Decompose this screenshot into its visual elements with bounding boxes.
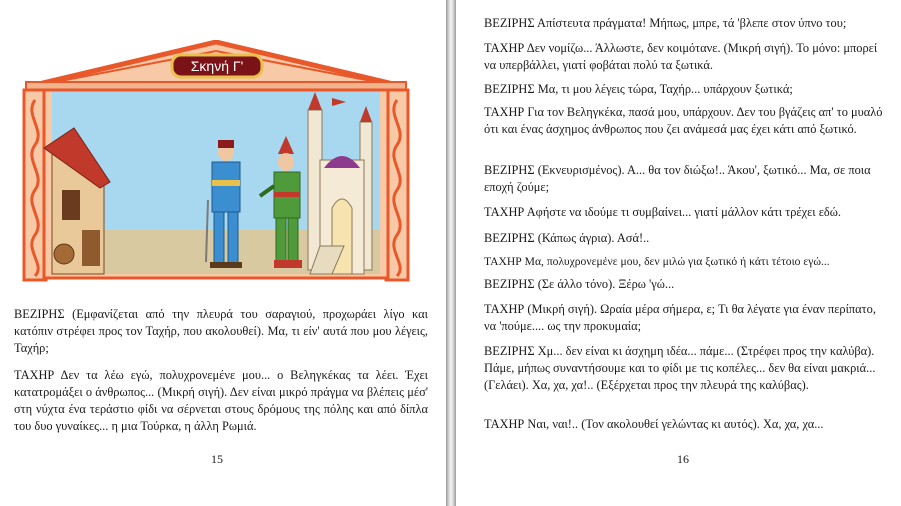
dialogue-paragraph (484, 81, 884, 98)
dialogue-text: (Μικρή σιγή). Ωραία μέρα σήμερα, ε; Τι θα λέγατε για έναν περίπατο, να 'πούμε.... ως την προκυμαία; (484, 302, 876, 333)
speaker-name: ΒΕΖΙΡΗΣ (484, 82, 535, 96)
dialogue-paragraph (484, 253, 884, 270)
dialogue-paragraph (484, 343, 884, 394)
right-page (456, 0, 901, 506)
dialogue-paragraph (484, 40, 884, 74)
dialogue-text: Αφήστε να ιδούμε τι συμβαίνει... γιατί μάλλον κάτι τρέχει εδώ. (524, 205, 842, 219)
speaker-name: ΤΑΧΗΡ (14, 368, 55, 382)
speaker-name: ΤΑΧΗΡ (484, 41, 525, 55)
speaker-name: ΒΕΖΙΡΗΣ (484, 344, 535, 358)
dialogue-text: Για τον Βεληγκέκα, πασά μου, υπάρχουν. Δεν του βγάζεις απ' το μυαλό ότι και ένας άσχημος άνθρωπος που ζει ανάμεσά μας έχει κάτι από ξωτικό. (484, 105, 883, 136)
speaker-name: ΒΕΖΙΡΗΣ (484, 277, 535, 291)
speaker-name: ΒΕΖΙΡΗΣ (484, 163, 535, 177)
dialogue-text: Απίστευτα πράγματα! Μήπως, μπρε, τά 'βλεπε στον ύπνο του; (534, 16, 847, 30)
page-number: 16 (677, 452, 689, 466)
speaker-name: ΤΑΧΗΡ (484, 255, 522, 268)
speaker-name: ΒΕΖΙΡΗΣ (484, 231, 535, 245)
dialogue-paragraph (14, 306, 428, 357)
dialogue-text: (Εμφανίζεται από την πλευρά του σαραγιού, προχωράει λίγο και κατόπιν στρέφει προς τον Ταχήρ, που ακολουθεί). Μα, τι είν' αυτά που μου λέγεις, Ταχήρ; (14, 307, 428, 355)
dialogue-text: (Εκνευρισμένος). Α... θα τον διώξω!.. Άκου', ξωτικό... Μα, σε ποια εποχή ζούμε; (484, 163, 871, 194)
dialogue-paragraph (14, 367, 428, 435)
dialogue-text: (Κάπως άγρια). Ασά!.. (534, 231, 650, 245)
dialogue-paragraph (484, 230, 884, 247)
left-page (0, 0, 446, 506)
dialogue-paragraph (484, 104, 884, 138)
dialogue-paragraph (484, 301, 884, 335)
dialogue-text: Δεν νομίζω... Άλλωστε, δεν κοιμότανε. (Μικρή σιγή). Το μόνο: μπορεί να υπερβάλλει, γιατί φοβάται πολύ τα ξωτικά. (484, 41, 878, 72)
dialogue-paragraph (484, 162, 884, 196)
dialogue-paragraph (484, 416, 884, 433)
speaker-name: ΤΑΧΗΡ (484, 205, 525, 219)
dialogue-text: Μα, τι μου λέγεις τώρα, Ταχήρ... υπάρχουν ξωτικά; (534, 82, 793, 96)
book-gutter (446, 0, 456, 506)
speaker-name: ΒΕΖΙΡΗΣ (484, 16, 535, 30)
dialogue-text: Δεν τα λέω εγώ, πολυχρονεμένε μου... ο Βεληγκέκας τα λέει. Έχει κατατρομάξει ο άνθρωπος... (Μικρή σιγή). Δεν είναι μικρό πράγμα να βλέπεις μέσ' στη νύχτα ένα τεράστιο φίδι να σέρνεται στους δρόμους της πόλης και από δίπλα του δυο γυναίκες... η μια Τούρκα, η άλλη Ρωμιά. (14, 368, 428, 433)
dialogue-paragraph (484, 15, 884, 32)
dialogue-text: Ναι, ναι!.. (Τον ακολουθεί γελώντας κι αυτός). Χα, χα, χα... (524, 417, 824, 431)
puppet-theatre-illustration (14, 40, 418, 288)
dialogue-paragraph (484, 276, 884, 293)
page-number: 15 (211, 452, 223, 466)
speaker-name: ΤΑΧΗΡ (484, 105, 525, 119)
speaker-name: ΤΑΧΗΡ (484, 302, 525, 316)
dialogue-text: Μα, πολυχρονεμένε μου, δεν μιλώ για ξωτικό ή κάτι τέτοιο εγώ... (521, 255, 830, 268)
dialogue-text: Χμ... δεν είναι κι άσχημη ιδέα... πάμε... (Στρέφει προς την καλύβα). Πάμε, μήπως συναντήσουμε και το φίδι με τις κοπέλες... δεν θα είναι μακριά... (Γελάει). Χα, χα, χα!.. (Εξέρχεται προς την πλευρά της καλύβας). (484, 344, 876, 392)
dialogue-paragraph (484, 204, 884, 221)
speaker-name: ΤΑΧΗΡ (484, 417, 525, 431)
dialogue-text: (Σε άλλο τόνο). Ξέρω 'γώ... (534, 277, 675, 291)
speaker-name: ΒΕΖΙΡΗΣ (14, 307, 65, 321)
scene-title: Σκηνή Γ' (190, 58, 244, 74)
